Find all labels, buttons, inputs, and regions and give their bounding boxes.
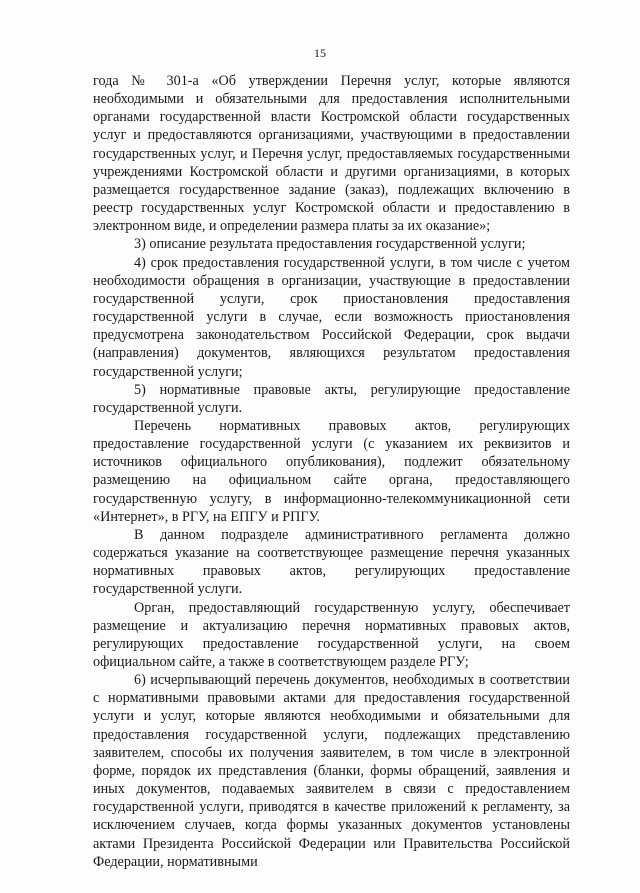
paragraph-legal-acts-list: Перечень нормативных правовых актов, регулирующих предоставление государственной услуги (с указанием их реквизитов и источников официального опубликования), подлежит обязательному размещению на официальном сайте органа, предоставляющего государственную услугу, в информационно-телекоммуникационной сети «Интернет», в РГУ, на ЕПГУ и РПГУ. bbox=[93, 417, 570, 525]
paragraph-item-4: 4) срок предоставления государственной услуги, в том числе с учетом необходимости обращения в организации, участвующие в предоставлении государственной услуги, срок приостановления предоставления государственной услуги в случае, если возможность приостановления предусмотрена законодательством Российской Федерации, срок выдачи (направления) документов, являющихся результатом предоставления государственной услуги; bbox=[93, 254, 570, 380]
document-body bbox=[93, 72, 570, 871]
paragraph-item-5: 5) нормативные правовые акты, регулирующие предоставление государственной услуги. bbox=[93, 381, 570, 416]
paragraph-authority-duty: Орган, предоставляющий государственную услугу, обеспечивает размещение и актуализацию перечня нормативных правовых актов, регулирующих предоставление государственной услуги, на своем официальном сайте, а также в соответствующем разделе РГУ; bbox=[93, 599, 570, 670]
paragraph-item-6: 6) исчерпывающий перечень документов, необходимых в соответствии с нормативными правовыми актами для предоставления государственной услуги и услуг, которые являются необходимыми и обязательными для предоставления государственной услуги, подлежащих представлению заявителем, способы их получения заявителем, в том числе в электронной форме, порядок их представления (бланки, формы обращений, заявления и иных документов, подаваемых заявителем в связи с предоставлением государственной услуги, приводятся в качестве приложений к регламенту, за исключением случаев, когда формы указанных документов установлены актами Президента Российской Федерации или Правительства Российской Федерации, нормативными bbox=[93, 672, 570, 870]
paragraph-subsection-note: В данном подразделе административного регламента должно содержаться указание на соответствующее размещение перечня указанных нормативных правовых актов, регулирующих предоставление государственной услуги. bbox=[93, 526, 570, 598]
paragraph-continuation: года № 301-а «Об утверждении Перечня услуг, которые являются необходимыми и обязательными для предоставления исполнительными органами государственной власти Костромской области государственных услуг и предоставляются организациями, участвующими в предоставлении государственных услуг, и Перечня услуг, предоставляемых государственными учреждениями Костромской области и другими организациями, в которых размещается государственное задание (заказ), подлежащих включению в реестр государственных услуг Костромской области и предоставлению в электронном виде, и определении размера платы за их оказание»; bbox=[93, 73, 570, 235]
page-number: 15 bbox=[314, 46, 326, 60]
paragraph-item-3: 3) описание результата предоставления государственной услуги; bbox=[134, 236, 526, 253]
